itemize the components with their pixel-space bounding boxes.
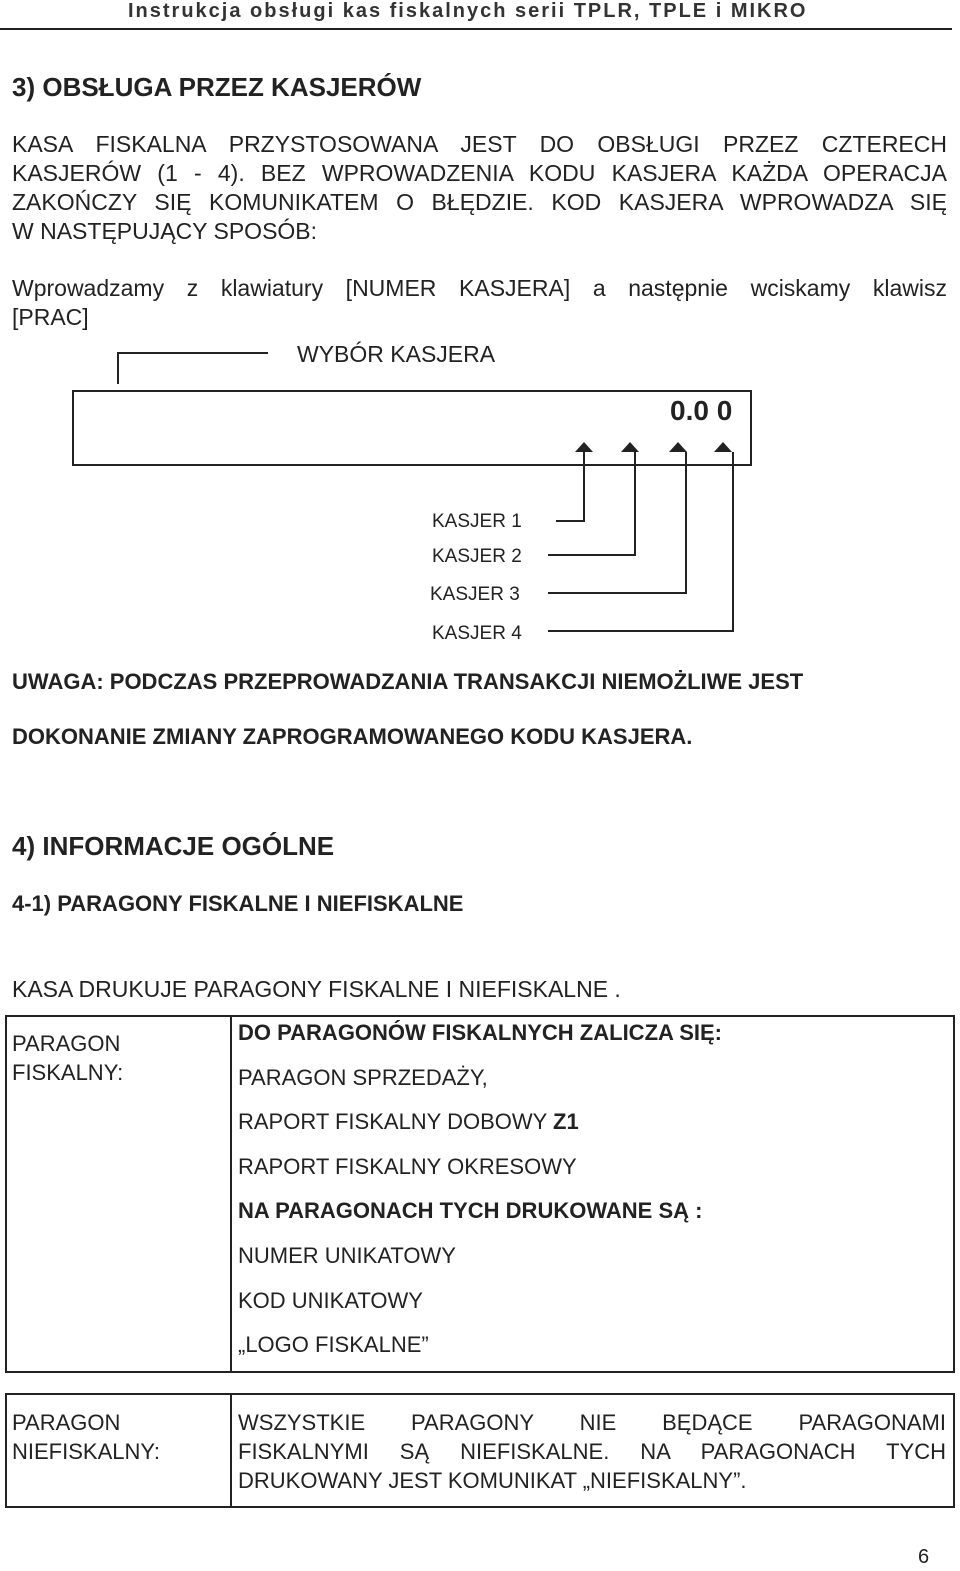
intro-line-4: W NASTĘPUJĄCY SPOSÓB: bbox=[12, 218, 318, 244]
intro-line-3: ZAKOŃCZY SIĘ KOMUNIKATEM O BŁĘDZIE. KOD KASJERA WPROWADZA SIĘ bbox=[12, 189, 947, 215]
fiscal-table-divider bbox=[230, 1015, 232, 1373]
fiscal-includes-heading: DO PARAGONÓW FISKALNYCH ZALICZA SIĘ: bbox=[238, 1020, 722, 1045]
intro-line-1: KASA FISKALNA PRZYSTOSOWANA JEST DO OBSŁUGI PRZEZ CZTERECH bbox=[12, 131, 947, 157]
section-4-heading: 4) INFORMACJE OGÓLNE bbox=[12, 831, 335, 861]
cashier-label-3: KASJER 3 bbox=[430, 584, 520, 605]
nonfiscal-label-line-1: PARAGON bbox=[12, 1410, 121, 1435]
cashier-label-1: KASJER 1 bbox=[432, 511, 522, 532]
daily-report-text: RAPORT FISKALNY DOBOWY bbox=[238, 1109, 554, 1134]
fiscal-printed-logo: „LOGO FISKALNE” bbox=[238, 1332, 429, 1357]
warning-line-1: UWAGA: PODCZAS PRZEPROWADZANIA TRANSAKCJI NIEMOŻLIWE JEST bbox=[12, 669, 804, 694]
fiscal-printed-heading: NA PARAGONACH TYCH DRUKOWANE SĄ : bbox=[238, 1198, 703, 1223]
nonfiscal-text-line-1: WSZYSTKIE PARAGONY NIE BĘDĄCE PARAGONAMI bbox=[238, 1410, 946, 1435]
cashier-label-2: KASJER 2 bbox=[432, 546, 522, 567]
section-3-heading: 3) OBSŁUGA PRZEZ KASJERÓW bbox=[12, 72, 422, 102]
nonfiscal-table-divider bbox=[230, 1393, 232, 1508]
fiscal-item-periodic-report: RAPORT FISKALNY OKRESOWY bbox=[238, 1154, 577, 1179]
nonfiscal-text-line-3: DRUKOWANY JEST KOMUNIKAT „NIEFISKALNY”. bbox=[238, 1468, 747, 1493]
instruction-line-2: [PRAC] bbox=[12, 304, 89, 330]
diagram-caption: WYBÓR KASJERA bbox=[297, 341, 496, 367]
cashier-label-4: KASJER 4 bbox=[432, 623, 522, 644]
fiscal-label-line-2: FISKALNY: bbox=[12, 1060, 124, 1085]
fiscal-printed-unique-code: KOD UNIKATOWY bbox=[238, 1288, 423, 1313]
section-4-1-heading: 4-1) PARAGONY FISKALNE I NIEFISKALNE bbox=[12, 891, 464, 916]
nonfiscal-text-line-2: FISKALNYMI SĄ NIEFISKALNE. NA PARAGONACH TYCH bbox=[238, 1439, 946, 1464]
document-header-title: Instrukcja obsługi kas fiskalnych serii TPLR, TPLE i MIKRO bbox=[128, 0, 808, 22]
fiscal-printed-unique-number: NUMER UNIKATOWY bbox=[238, 1243, 456, 1268]
intro-line-2: KASJERÓW (1 - 4). BEZ WPROWADZENIA KODU KASJERA KAŻDA OPERACJA bbox=[12, 160, 947, 186]
nonfiscal-label-line-2: NIEFISKALNY: bbox=[12, 1439, 160, 1464]
page-number: 6 bbox=[918, 1546, 930, 1568]
cash-register-display bbox=[72, 390, 752, 466]
receipts-intro: KASA DRUKUJE PARAGONY FISKALNE I NIEFISKALNE . bbox=[12, 976, 621, 1002]
warning-line-2: DOKONANIE ZMIANY ZAPROGRAMOWANEGO KODU KASJERA. bbox=[12, 724, 693, 749]
fiscal-item-sales-receipt: PARAGON SPRZEDAŻY, bbox=[238, 1065, 488, 1090]
instruction-line-1: Wprowadzamy z klawiatury [NUMER KASJERA] a następnie wciskamy klawisz bbox=[12, 275, 947, 301]
fiscal-item-daily-report bbox=[238, 1109, 579, 1135]
daily-report-code: Z1 bbox=[553, 1109, 579, 1134]
fiscal-label-line-1: PARAGON bbox=[12, 1031, 121, 1056]
display-value: 0.0 0 bbox=[670, 395, 733, 426]
